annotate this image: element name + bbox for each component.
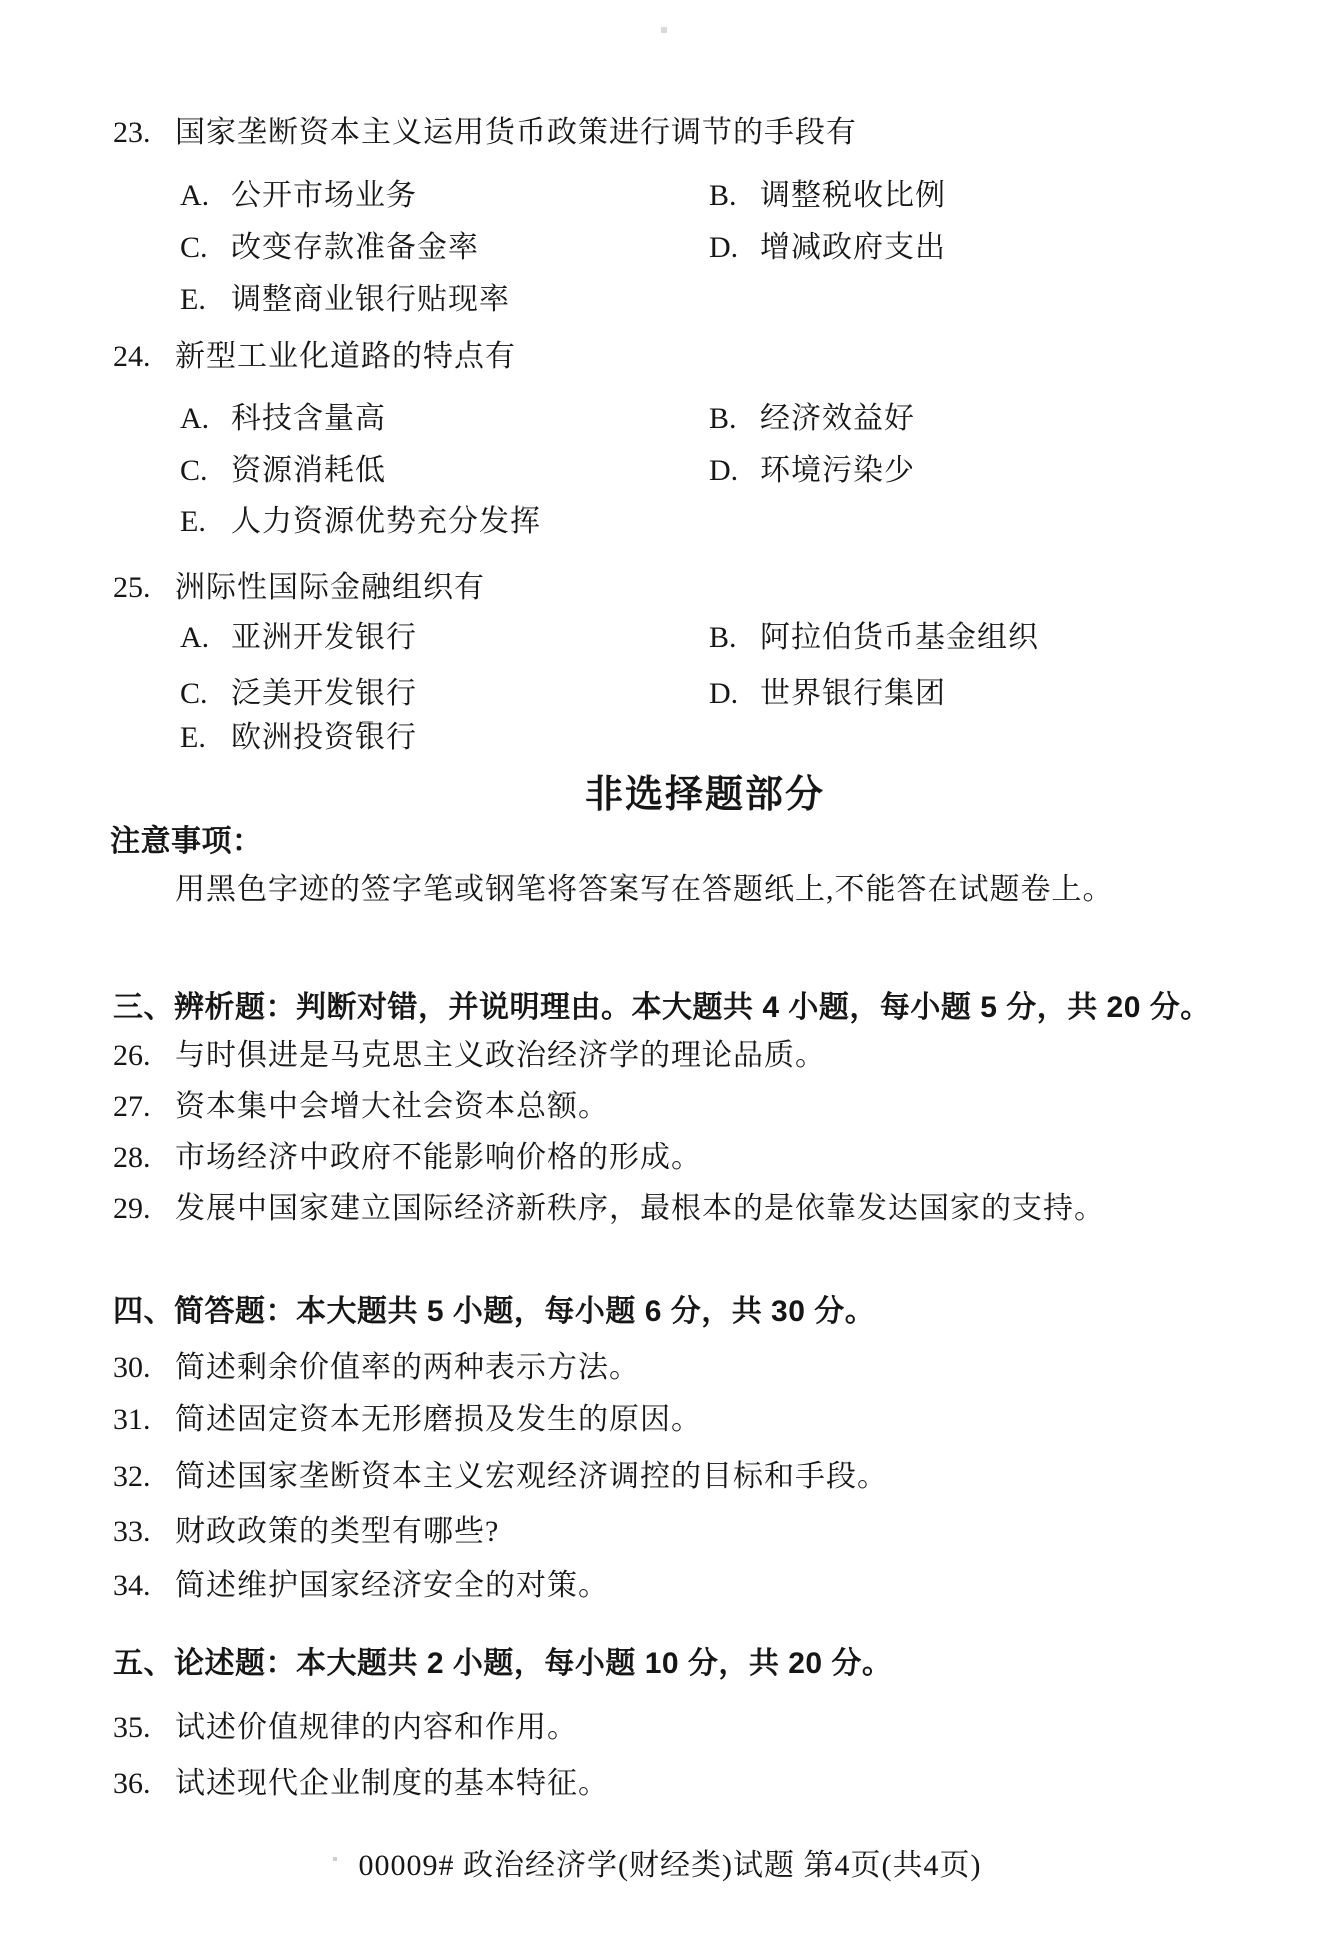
option-24-c [180, 451, 386, 491]
option-23-d [709, 228, 946, 268]
question-25-options-row-2 [0, 674, 1340, 714]
section-5-heading-row [0, 1644, 1340, 1684]
question-text: 简述剩余价值率的两种表示方法。 [175, 1351, 640, 1384]
question-33 [0, 1512, 1340, 1552]
question-number: 33. [113, 1515, 151, 1548]
option-text: 欧洲投资银行 [231, 721, 417, 754]
question-24 [0, 337, 1340, 377]
option-label: C. [180, 454, 208, 487]
page-footer-row [0, 1846, 1340, 1886]
question-text: 发展中国家建立国际经济新秩序，最根本的是依靠发达国家的支持。 [175, 1192, 1105, 1225]
question-32 [0, 1457, 1340, 1497]
question-30 [0, 1348, 1340, 1388]
option-label: E. [180, 505, 206, 538]
option-text: 科技含量高 [231, 402, 386, 435]
option-text: 亚洲开发银行 [231, 621, 417, 654]
option-label: A. [180, 402, 210, 435]
option-text: 经济效益好 [760, 402, 915, 435]
question-number: 34. [113, 1569, 151, 1602]
question-23-options-row-1 [0, 176, 1340, 216]
option-23-c [180, 228, 479, 268]
question-text: 洲际性国际金融组织有 [175, 571, 485, 604]
option-25-e [180, 718, 417, 758]
option-text: 公开市场业务 [231, 179, 417, 212]
option-23-a [180, 176, 417, 216]
option-text: 人力资源优势充分发挥 [231, 505, 541, 538]
question-text: 国家垄断资本主义运用货币政策进行调节的手段有 [175, 116, 857, 149]
option-25-a [180, 618, 417, 658]
question-number: 29. [113, 1192, 151, 1225]
question-text: 试述价值规律的内容和作用。 [175, 1711, 578, 1744]
section-heading: 五、论述题：本大题共 2 小题，每小题 10 分，共 20 分。 [113, 1647, 893, 1680]
option-label: B. [709, 179, 737, 212]
question-36 [0, 1764, 1340, 1804]
notice-heading: 注意事项： [110, 825, 263, 858]
question-24-options-row-2 [0, 451, 1340, 491]
option-label: D. [709, 677, 739, 710]
option-text: 调整商业银行贴现率 [231, 283, 510, 316]
notice-body-row [0, 870, 1340, 910]
option-label: E. [180, 721, 206, 754]
notice-body: 用黑色字迹的签字笔或钢笔将答案写在答题纸上,不能答在试题卷上。 [175, 873, 1114, 906]
option-24-d [709, 451, 915, 491]
question-text: 与时俱进是马克思主义政治经济学的理论品质。 [175, 1039, 826, 1072]
question-number: 27. [113, 1090, 151, 1123]
question-23 [0, 113, 1340, 153]
option-label: B. [709, 621, 737, 654]
option-24-b [709, 399, 915, 439]
question-text: 市场经济中政府不能影响价格的形成。 [175, 1141, 702, 1174]
section-3-heading-row [0, 988, 1340, 1028]
section-heading: 三、辨析题：判断对错，并说明理由。本大题共 4 小题，每小题 5 分，共 20 分。 [113, 991, 1211, 1024]
question-number: 30. [113, 1351, 151, 1384]
part-title-row [0, 771, 1340, 819]
question-number: 35. [113, 1711, 151, 1744]
option-25-b [709, 618, 1039, 658]
question-number: 23. [113, 116, 151, 149]
option-label: D. [709, 231, 739, 264]
section-4-heading-row [0, 1292, 1340, 1332]
question-31 [0, 1400, 1340, 1440]
option-25-d [709, 674, 946, 714]
question-text: 简述维护国家经济安全的对策。 [175, 1569, 609, 1602]
question-number: 24. [113, 340, 151, 373]
question-23-options-row-3 [0, 280, 1340, 320]
option-label: E. [180, 283, 206, 316]
question-27 [0, 1087, 1340, 1127]
option-label: A. [180, 179, 210, 212]
question-text: 资本集中会增大社会资本总额。 [175, 1090, 609, 1123]
question-25-options-row-3 [0, 718, 1340, 758]
option-text: 世界银行集团 [760, 677, 946, 710]
page-footer: 00009# 政治经济学(财经类)试题 第4页(共4页) [358, 1849, 982, 1882]
question-text: 简述固定资本无形磨损及发生的原因。 [175, 1403, 702, 1436]
question-number: 32. [113, 1460, 151, 1493]
question-35 [0, 1708, 1340, 1748]
question-25 [0, 568, 1340, 608]
question-number: 26. [113, 1039, 151, 1072]
option-23-e [180, 280, 510, 320]
question-text: 财政政策的类型有哪些? [175, 1515, 500, 1548]
notice-heading-row [0, 822, 1340, 862]
question-28 [0, 1138, 1340, 1178]
question-24-options-row-1 [0, 399, 1340, 439]
section-heading: 四、简答题：本大题共 5 小题，每小题 6 分，共 30 分。 [113, 1295, 876, 1328]
option-23-b [709, 176, 946, 216]
option-25-c [180, 674, 417, 714]
option-label: A. [180, 621, 210, 654]
option-label: C. [180, 231, 208, 264]
scan-artifact-dot [661, 27, 667, 33]
question-34 [0, 1566, 1340, 1606]
option-label: C. [180, 677, 208, 710]
question-text: 简述国家垄断资本主义宏观经济调控的目标和手段。 [175, 1460, 888, 1493]
question-text: 试述现代企业制度的基本特征。 [175, 1767, 609, 1800]
option-24-a [180, 399, 386, 439]
question-26 [0, 1036, 1340, 1076]
question-text: 新型工业化道路的特点有 [175, 340, 516, 373]
question-number: 36. [113, 1767, 151, 1800]
question-25-options-row-1 [0, 618, 1340, 658]
option-text: 改变存款准备金率 [231, 231, 479, 264]
option-text: 泛美开发银行 [231, 677, 417, 710]
question-23-options-row-2 [0, 228, 1340, 268]
option-text: 资源消耗低 [231, 454, 386, 487]
question-number: 31. [113, 1403, 151, 1436]
option-label: D. [709, 454, 739, 487]
question-29 [0, 1189, 1340, 1229]
option-24-e [180, 502, 541, 542]
question-number: 25. [113, 571, 151, 604]
option-text: 调整税收比例 [760, 179, 946, 212]
option-label: B. [709, 402, 737, 435]
question-number: 28. [113, 1141, 151, 1174]
option-text: 环境污染少 [760, 454, 915, 487]
option-text: 阿拉伯货币基金组织 [760, 621, 1039, 654]
part-title: 非选择题部分 [584, 774, 825, 816]
option-text: 增减政府支出 [760, 231, 946, 264]
question-24-options-row-3 [0, 502, 1340, 542]
